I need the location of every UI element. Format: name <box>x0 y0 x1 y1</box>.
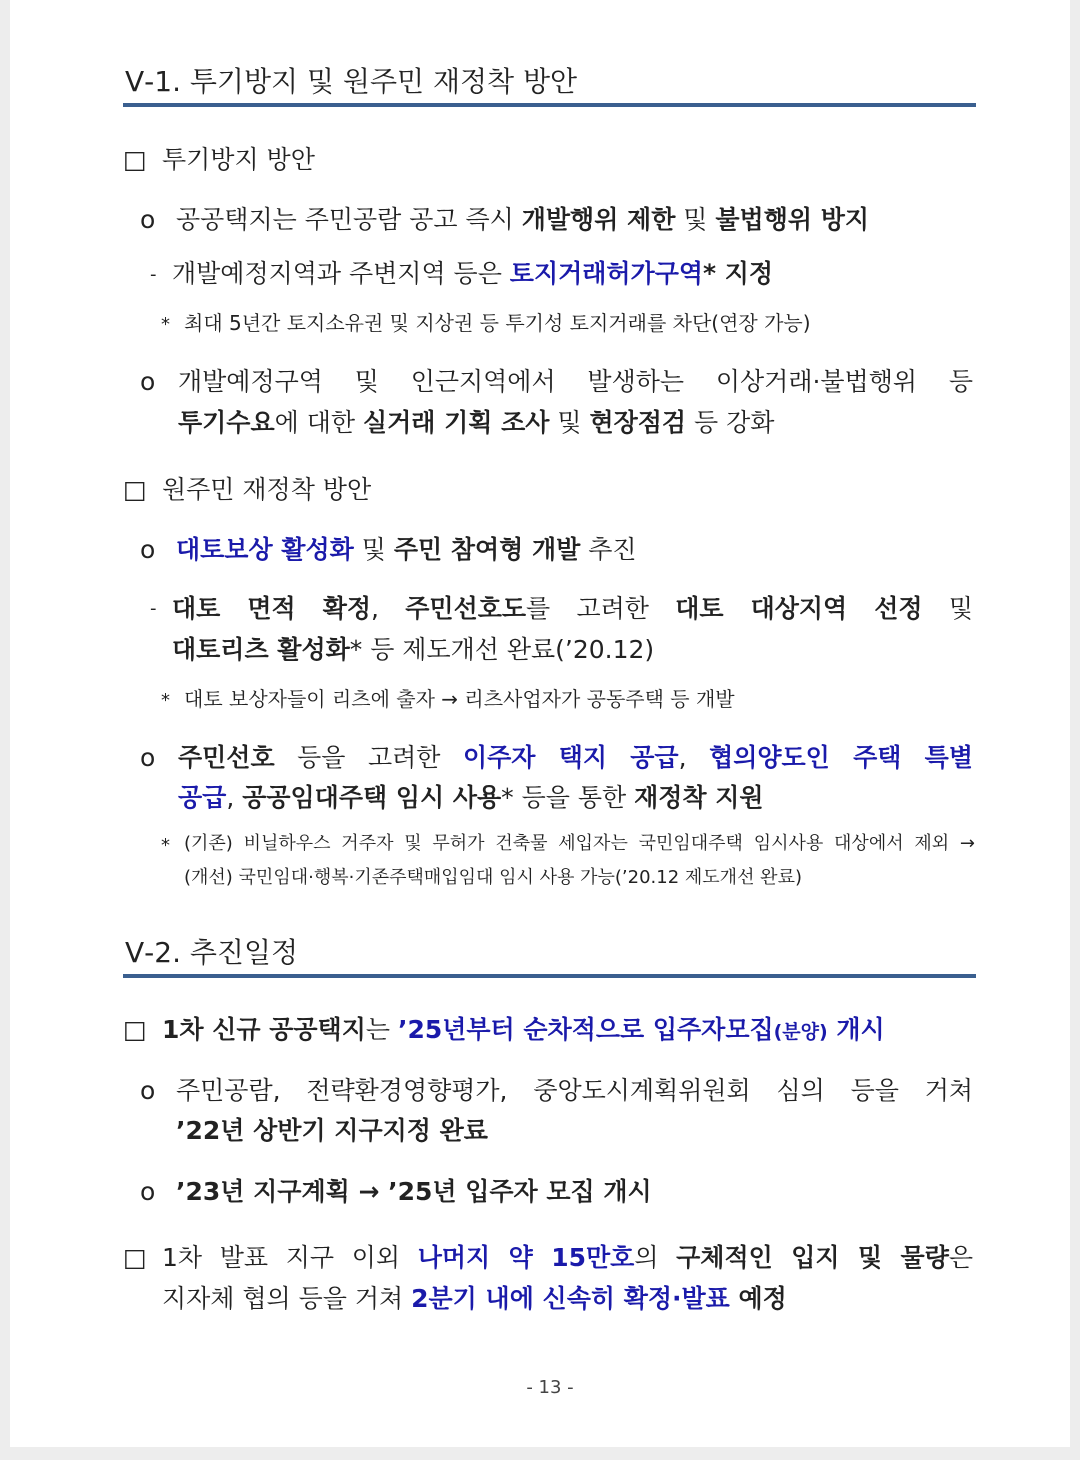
list-item: 공공택지는 주민공람 공고 즉시 개발행위 제한 및 불법행위 방지 <box>176 205 870 234</box>
list-item-continuation: 투기수요에 대한 실거래 기획 조사 및 현장점검 등 강화 <box>178 408 775 437</box>
list-item-continuation: 대토리츠 활성화* 등 제도개선 완료(’20.12) <box>172 635 655 664</box>
dash-bullet: - <box>150 598 157 619</box>
section-title: Ⅴ-1. 투기방지 및 원주민 재정착 방안 <box>125 65 578 98</box>
list-item-continuation: 공급, 공공임대주택 임시 사용* 등을 통한 재정착 지원 <box>178 783 764 812</box>
circle-bullet: o <box>140 205 156 234</box>
square-bullet: □ <box>123 1243 147 1272</box>
list-item: 대토 면적 확정, 주민선호도를 고려한 대토 대상지역 선정 및 <box>172 594 973 623</box>
list-item: 개발예정구역 및 인근지역에서 발생하는 이상거래·불법행위 등 <box>178 367 973 396</box>
circle-bullet: o <box>140 1177 156 1206</box>
document-page <box>10 0 1070 1447</box>
block-heading: 투기방지 방안 <box>162 145 315 174</box>
block-heading-continuation: 지자체 협의 등을 거쳐 2분기 내에 신속히 확정·발표 예정 <box>162 1284 787 1313</box>
circle-bullet: o <box>140 1076 156 1105</box>
square-bullet: □ <box>123 475 147 504</box>
asterisk-marker: * <box>161 314 170 335</box>
footnote-continuation: (개선) 국민임대·행복·기존주택매입임대 임시 사용 가능(’20.12 제도개선 완료) <box>184 867 802 888</box>
section-divider <box>123 103 976 107</box>
list-item: ’23년 지구계획 → ’25년 입주자 모집 개시 <box>176 1177 652 1206</box>
dash-bullet: - <box>150 264 157 285</box>
asterisk-marker: * <box>161 835 170 856</box>
page-number: - 13 - <box>526 1377 574 1398</box>
footnote: (기존) 비닐하우스 거주자 및 무허가 건축물 세입자는 국민임대주택 임시사용 대상에서 제외 → <box>184 833 975 854</box>
block-heading: 원주민 재정착 방안 <box>162 475 372 504</box>
footnote: 최대 5년간 토지소유권 및 지상권 등 투기성 토지거래를 차단(연장 가능) <box>184 311 811 335</box>
square-bullet: □ <box>123 1015 147 1044</box>
section-divider <box>123 974 976 978</box>
square-bullet: □ <box>123 145 147 174</box>
list-item: 주민선호 등을 고려한 이주자 택지 공급, 협의양도인 주택 특별 <box>178 743 973 772</box>
asterisk-marker: * <box>161 690 170 711</box>
section-title: Ⅴ-2. 추진일정 <box>125 936 299 969</box>
circle-bullet: o <box>140 535 156 564</box>
footnote: 대토 보상자들이 리츠에 출자 → 리츠사업자가 공동주택 등 개발 <box>184 687 735 711</box>
list-item-continuation: ’22년 상반기 지구지정 완료 <box>176 1116 488 1145</box>
list-item: 주민공람, 전략환경영향평가, 중앙도시계획위원회 심의 등을 거쳐 <box>176 1076 973 1105</box>
list-item: 대토보상 활성화 및 주민 참여형 개발 추진 <box>176 535 637 564</box>
circle-bullet: o <box>140 743 156 772</box>
circle-bullet: o <box>140 367 156 396</box>
block-heading: 1차 신규 공공택지는 ’25년부터 순차적으로 입주자모집(분양) 개시 <box>162 1015 885 1044</box>
block-heading: 1차 발표 지구 이외 나머지 약 15만호의 구체적인 입지 및 물량은 <box>162 1243 973 1272</box>
list-item: 개발예정지역과 주변지역 등은 토지거래허가구역* 지정 <box>172 259 774 288</box>
